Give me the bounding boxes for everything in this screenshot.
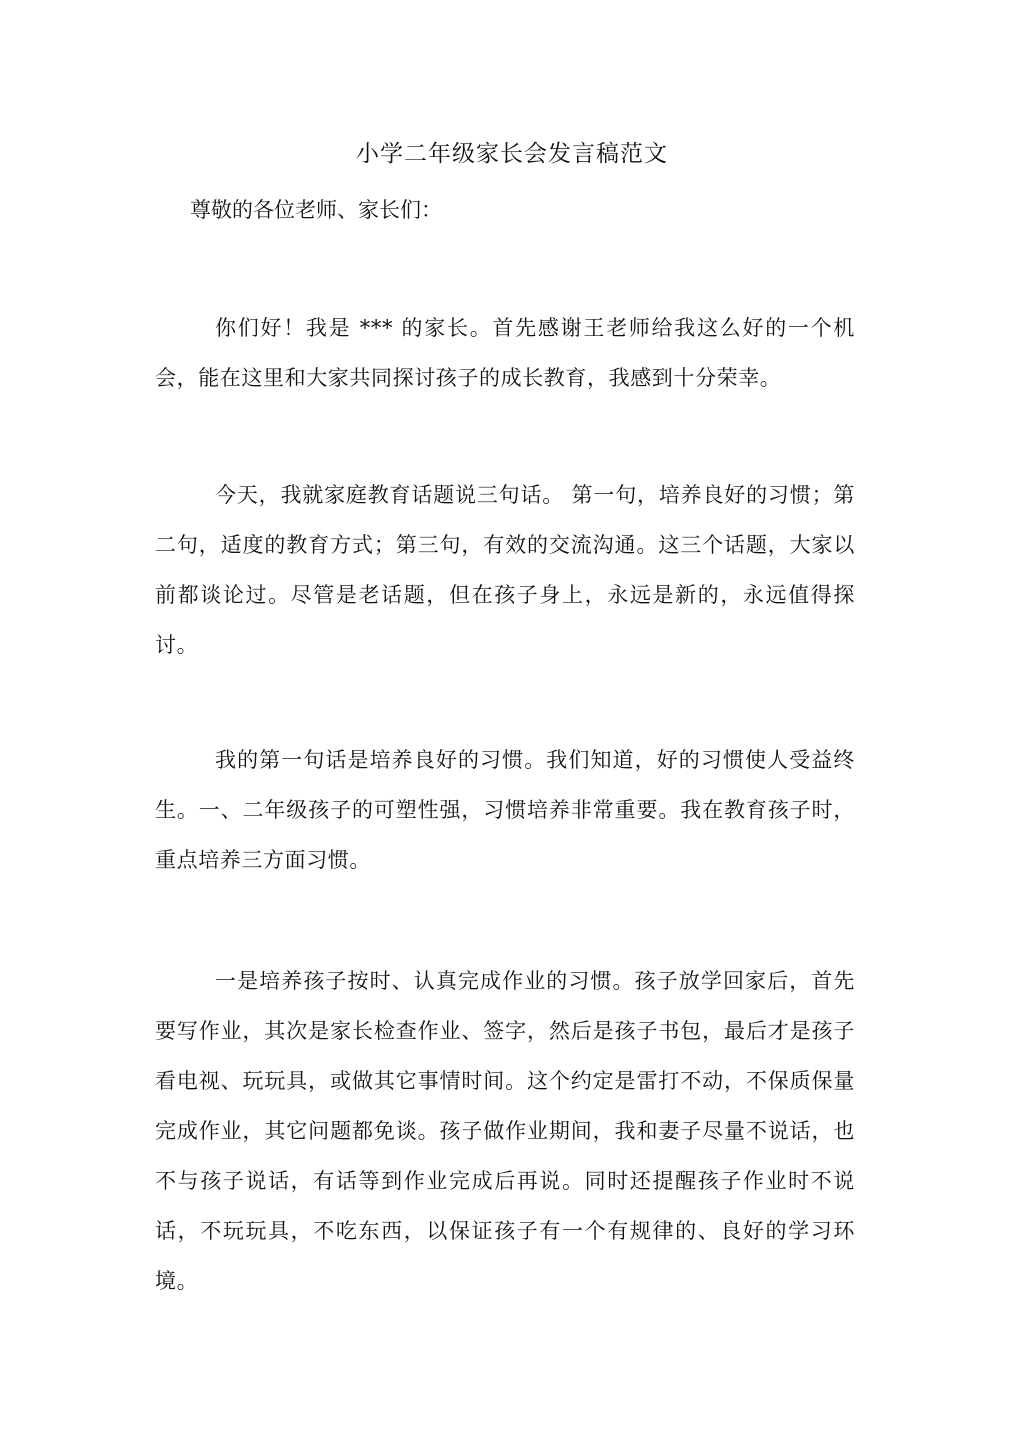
paragraph-three-topics: 今天，我就家庭教育话题说三句话。 第一句，培养良好的习惯；第二句，适度的教育方式；第三句，有效的交流沟通。这三个话题，大家以前都谈论过。尽管是老话题，但在孩子身上，永远是新的，永远值得探讨。 bbox=[155, 483, 855, 657]
paragraph-greeting: 你们好！我是 *** 的家长。首先感谢王老师给我这么好的一个机会，能在这里和大家共同探讨孩子的成长教育，我感到十分荣幸。 bbox=[155, 316, 855, 390]
salutation: 尊敬的各位老师、家长们： bbox=[190, 198, 442, 222]
paragraph-homework-habit: 一是培养孩子按时、认真完成作业的习惯。孩子放学回家后，首先要写作业，其次是家长检查作业、签字，然后是孩子书包，最后才是孩子看电视、玩玩具，或做其它事情时间。这个约定是雷打不动，不保质保量完成作业，其它问题都免谈。孩子做作业期间，我和妻子尽量不说话，也不与孩子说话，有话等到作业完成后再说。同时还提醒孩子作业时不说话，不玩玩具，不吃东西，以保证孩子有一个有规律的、良好的学习环境。 bbox=[155, 969, 855, 1293]
document-title: 小学二年级家长会发言稿范文 bbox=[356, 141, 668, 167]
paragraph-good-habits: 我的第一句话是培养良好的习惯。我们知道，好的习惯使人受益终生。一、二年级孩子的可塑性强，习惯培养非常重要。我在教育孩子时，重点培养三方面习惯。 bbox=[155, 748, 855, 872]
